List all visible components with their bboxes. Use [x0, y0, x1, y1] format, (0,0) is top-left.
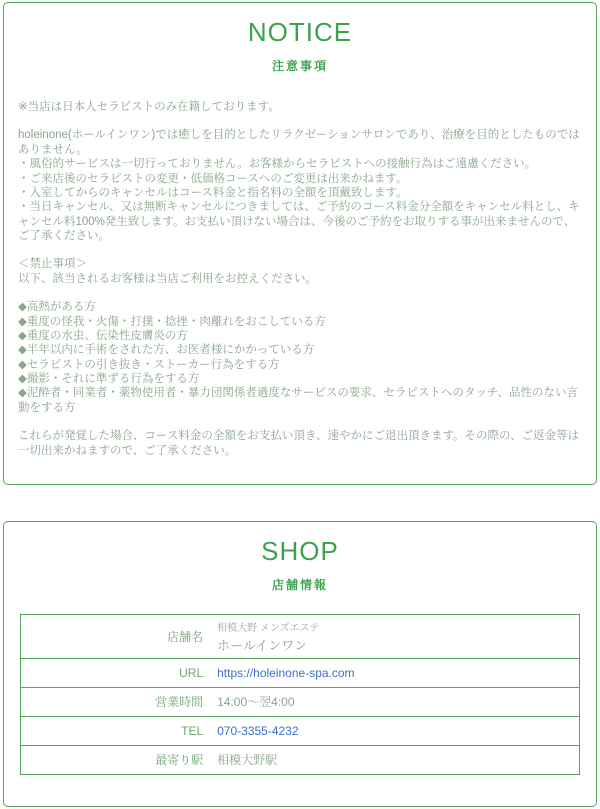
shop-row-url	[21, 658, 579, 687]
notice-section	[3, 2, 597, 485]
shop-row-tel	[21, 716, 579, 745]
shop-row-name	[21, 615, 579, 658]
notice-paragraph-prohibited-list: ◆高熱がある方 ◆重度の怪我・火傷・打撲・捻挫・肉離れをおこしている方 ◆重度の水虫、伝染性皮膚炎の方 ◆半年以内に手術をされた方、お医者様にかかっている方 ◆セラピストの引き抜き・ストーカー行為をする方 ◆撮影・それに準ずる行為をする方 ◆泥酔者・同業者・薬物使用者・暴力団関係者過度なサービスの要求、セラピストへのタッチ、品性のない言動をする方	[18, 301, 579, 414]
notice-body	[16, 100, 584, 458]
shop-url-value	[205, 662, 579, 684]
shop-row-hours	[21, 687, 579, 716]
shop-name-area-tag: 相模大野 メンズエステ	[217, 622, 320, 634]
shop-hours-value: 14:00～翌4:00	[217, 695, 295, 710]
notice-paragraph-prohibited-heading: ＜禁止事項＞ 以下、該当されるお客様は当店ご利用をお控えください。	[18, 258, 317, 285]
shop-name-text: ホールインワン	[217, 637, 308, 653]
shop-url-label: URL	[179, 665, 204, 680]
shop-hours-label: 営業時間	[155, 695, 204, 710]
shop-row-station	[21, 745, 579, 774]
notice-paragraph-rules: holeinone(ホールインワン)では癒しを目的としたリラクゼーションサロンであり、治療を目的としたものではありません。 ・風俗的サービスは一切行っておりません。お客様からセラピストへの接触行為はご遠慮ください。 ・ご来店後のセラピストの変更・低価格コースへのご変更は出来かねます。 ・入室してからのキャンセルはコース料金と指名料の全額を頂戴致します。 ・当日キャンセル、又は無断キャンセルにつきましては、ご予約のコース料金分全額をキャンセル料とし、キャンセル料100%発生致します。お支払い頂けない場合は、今後のご予約をお取りする事が出来ませんので、ご了承ください。	[18, 129, 580, 242]
notice-paragraph-closing: これらが発覚した場合、コース料金の全額をお支払い頂き、速やかにご退出頂きます。その際の、ご返金等は一切出来かねますので、ご了承ください。	[18, 430, 580, 457]
shop-tel-label: TEL	[181, 723, 204, 738]
shop-url-link[interactable]: https://holeinone-spa.com	[217, 665, 355, 680]
shop-name-label: 店舗名	[167, 629, 204, 644]
shop-station-label: 最寄り駅	[155, 753, 204, 768]
shop-tel-link[interactable]: 070-3355-4232	[217, 723, 299, 738]
shop-section	[3, 521, 597, 807]
shop-subtitle: 店舗情報	[271, 577, 328, 592]
shop-info-table	[20, 614, 580, 775]
notice-paragraph-intro: ※当店は日本人セラピストのみ在籍しております。	[18, 101, 280, 113]
shop-name-value	[205, 615, 579, 658]
notice-title: NOTICE	[247, 17, 353, 47]
notice-subtitle: 注意事項	[271, 59, 328, 73]
shop-tel-value	[205, 720, 579, 742]
shop-title: SHOP	[261, 535, 339, 566]
shop-station-value: 相模大野駅	[217, 753, 278, 768]
